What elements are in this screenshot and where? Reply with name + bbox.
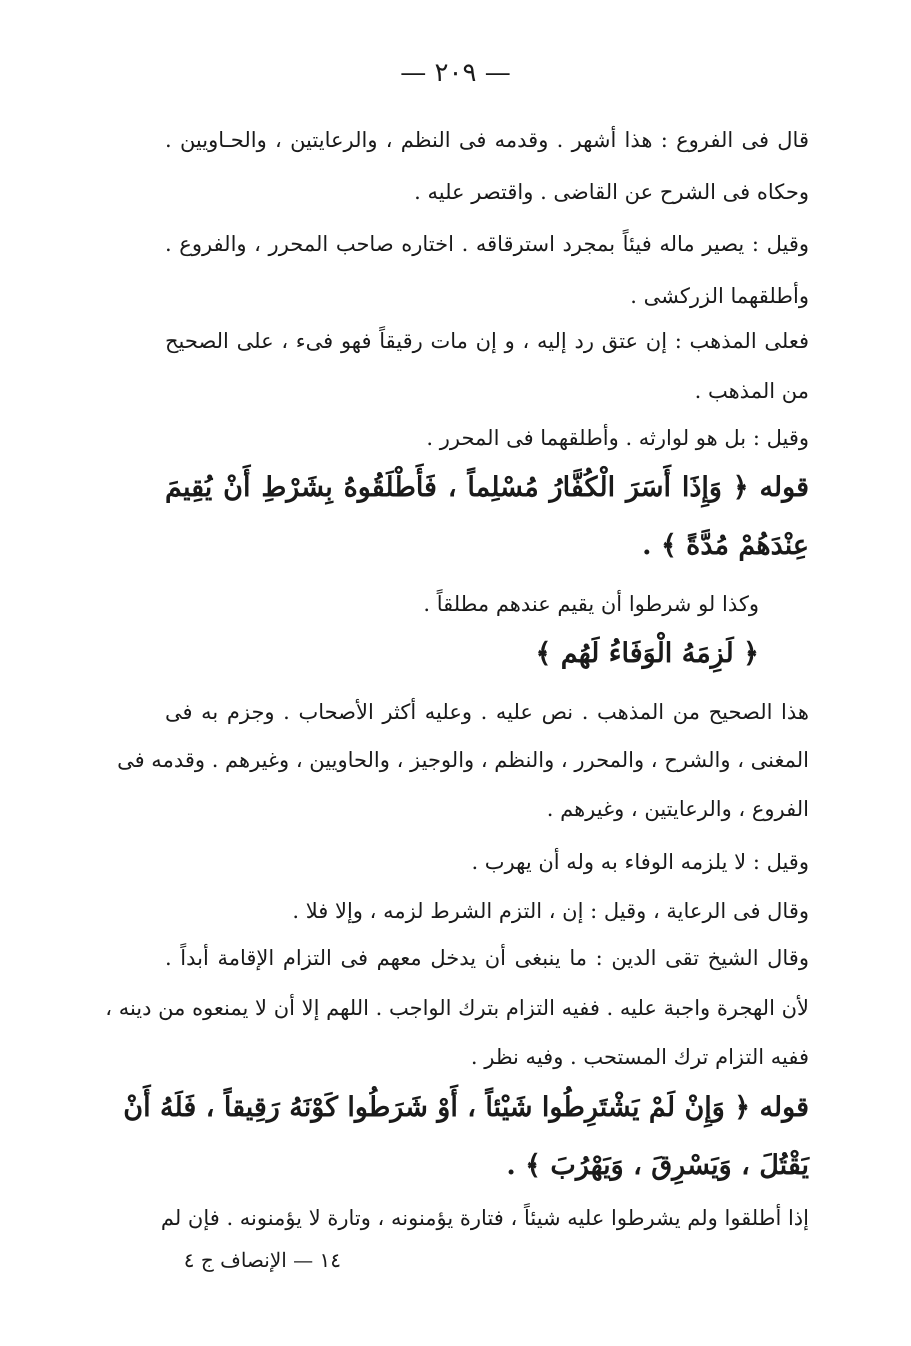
footer-signature: ١٤ — الإنصاف ج ٤	[183, 1248, 341, 1272]
text-line-2: وحكاه فى الشرح عن القاضى . واقتصر عليه .	[414, 180, 809, 204]
text-line-4: وأطلقهما الزركشى .	[630, 284, 809, 308]
text-line-6: من المذهب .	[694, 379, 809, 403]
text-line-9: هذا الصحيح من المذهب . نص عليه . وعليه أكثر الأصحاب . وجزم به فى	[165, 700, 809, 724]
quote-heading-1a: قوله ﴿ وَإِذَا أَسَرَ الْكُفَّارُ مُسْلِماً ، فَأَطْلَقُوهُ بِشَرْطِ أَنْ يُقِيمَ	[165, 472, 809, 503]
quote-heading-2: ﴿ لَزِمَهُ الْوَفَاءُ لَهُم ﴾	[535, 638, 759, 669]
text-line-5: فعلى المذهب : إن عتق رد إليه ، و إن مات رقيقاً فهو فىء ، على الصحيح	[165, 329, 809, 353]
page-number: — ٢٠٩ —	[400, 58, 511, 88]
text-line-1: قال فى الفروع : هذا أشهر . وقدمه فى النظم ، والرعايتين ، والحـاويين .	[165, 128, 809, 152]
text-line-11: الفروع ، والرعايتين ، وغيرهم .	[546, 797, 809, 821]
text-line-14: وقال الشيخ تقى الدين : ما ينبغى أن يدخل معهم فى التزام الإقامة أبداً .	[165, 946, 809, 970]
text-line-16: ففيه التزام ترك المستحب . وفيه نظر .	[470, 1045, 809, 1069]
text-line-7: وقيل : بل هو لوارثه . وأطلقهما فى المحرر .	[426, 426, 809, 450]
text-line-3: وقيل : يصير ماله فيئاً بمجرد استرقاقه . اختاره صاحب المحرر ، والفروع .	[165, 232, 809, 256]
text-line-13: وقال فى الرعاية ، وقيل : إن ، التزم الشرط لزمه ، وإلا فلا .	[292, 899, 809, 923]
text-line-10: المغنى ، والشرح ، والمحرر ، والنظم ، والوجيز ، والحاويين ، وغيرهم . وقدمه فى	[117, 748, 809, 772]
text-line-15: لأن الهجرة واجبة عليه . ففيه التزام بترك الواجب . اللهم إلا أن لا يمنعوه من دينه ،	[105, 996, 809, 1020]
text-line-17: إذا أطلقوا ولم يشرطوا عليه شيئاً ، فتارة يؤمنونه ، وتارة لا يؤمنونه . فإن لم	[160, 1206, 809, 1230]
quote-heading-1b: عِنْدَهُمْ مُدَّةً ﴾ .	[642, 530, 809, 561]
text-line-12: وقيل : لا يلزمه الوفاء به وله أن يهرب .	[471, 850, 809, 874]
quote-heading-3a: قوله ﴿ وَإِنْ لَمْ يَشْتَرِطُوا شَيْئاً ، أَوْ شَرَطُوا كَوْنَهُ رَقِيقاً ، فَلَهُ أَنْ	[123, 1092, 809, 1123]
text-line-8: وكذا لو شرطوا أن يقيم عندهم مطلقاً .	[423, 592, 759, 616]
quote-heading-3b: يَقْتُلَ ، وَيَسْرِقَ ، وَيَهْرُبَ ﴾ .	[506, 1150, 809, 1181]
